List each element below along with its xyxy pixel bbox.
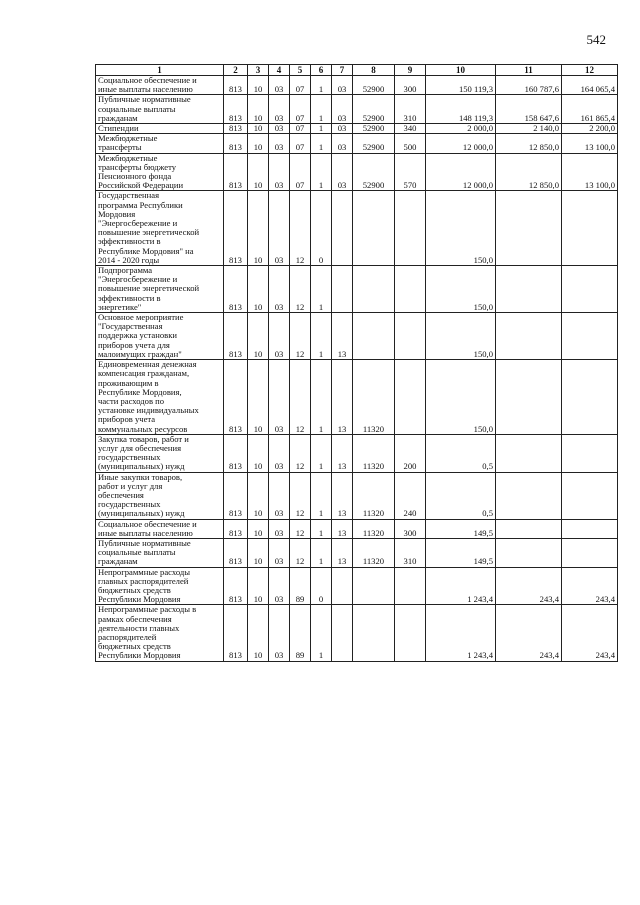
- code-cell: [353, 191, 395, 266]
- code-cell: 03: [269, 538, 290, 567]
- code-cell: 03: [332, 134, 353, 153]
- code-cell: 1: [311, 605, 332, 661]
- row-name-cell: Подпрограмма "Энергосбережение и повышение энергетической эффективности в энергетике": [96, 266, 224, 313]
- code-cell: 07: [290, 134, 311, 153]
- code-cell: [353, 313, 395, 360]
- amount-cell: 158 647,6: [496, 95, 562, 124]
- code-cell: 1: [311, 519, 332, 538]
- amount-cell: 243,4: [562, 567, 618, 605]
- row-name-cell: Социальное обеспечение и иные выплаты населению: [96, 519, 224, 538]
- amount-cell: 150,0: [426, 266, 496, 313]
- code-cell: 11320: [353, 472, 395, 519]
- code-cell: 07: [290, 95, 311, 124]
- code-cell: 1: [311, 434, 332, 472]
- code-cell: 11320: [353, 538, 395, 567]
- amount-cell: 1 243,4: [426, 567, 496, 605]
- code-cell: 10: [248, 191, 269, 266]
- page-number: 542: [586, 32, 606, 47]
- code-cell: 1: [311, 95, 332, 124]
- amount-cell: 243,4: [496, 567, 562, 605]
- amount-cell: 0,5: [426, 472, 496, 519]
- code-cell: 1: [311, 134, 332, 153]
- code-cell: 52900: [353, 124, 395, 134]
- code-cell: 813: [224, 134, 248, 153]
- amount-cell: [496, 191, 562, 266]
- amount-cell: 149,5: [426, 519, 496, 538]
- row-name-cell: Иные закупки товаров, работ и услуг для обеспечения государственных (муниципальных) нужд: [96, 472, 224, 519]
- row-name-cell: Непрограммные расходы главных распорядителей бюджетных средств Республики Мордовия: [96, 567, 224, 605]
- code-cell: 300: [395, 76, 426, 95]
- column-number-row: [96, 65, 618, 76]
- code-cell: 10: [248, 360, 269, 435]
- code-cell: 10: [248, 313, 269, 360]
- code-cell: 12: [290, 519, 311, 538]
- code-cell: 03: [269, 124, 290, 134]
- amount-cell: [496, 313, 562, 360]
- code-cell: 03: [269, 313, 290, 360]
- code-cell: 310: [395, 95, 426, 124]
- amount-cell: [496, 434, 562, 472]
- amount-cell: 0,5: [426, 434, 496, 472]
- code-cell: 813: [224, 153, 248, 191]
- code-cell: 240: [395, 472, 426, 519]
- code-cell: 813: [224, 538, 248, 567]
- amount-cell: [496, 472, 562, 519]
- amount-cell: 2 200,0: [562, 124, 618, 134]
- code-cell: [395, 313, 426, 360]
- amount-cell: 160 787,6: [496, 76, 562, 95]
- code-cell: 813: [224, 313, 248, 360]
- code-cell: [395, 567, 426, 605]
- code-cell: 310: [395, 538, 426, 567]
- code-cell: 13: [332, 538, 353, 567]
- column-header: 3: [248, 65, 269, 76]
- amount-cell: [496, 519, 562, 538]
- row-name-cell: Закупка товаров, работ и услуг для обеспечения государственных (муниципальных) нужд: [96, 434, 224, 472]
- code-cell: 813: [224, 519, 248, 538]
- code-cell: 813: [224, 567, 248, 605]
- code-cell: 12: [290, 313, 311, 360]
- code-cell: 03: [269, 191, 290, 266]
- amount-cell: 148 119,3: [426, 95, 496, 124]
- code-cell: [332, 605, 353, 661]
- code-cell: 1: [311, 153, 332, 191]
- row-name-cell: Межбюджетные трансферты бюджету Пенсионного фонда Российской Федерации: [96, 153, 224, 191]
- table-row: [96, 266, 618, 313]
- amount-cell: [496, 266, 562, 313]
- code-cell: 340: [395, 124, 426, 134]
- code-cell: [332, 567, 353, 605]
- code-cell: 03: [269, 95, 290, 124]
- code-cell: 10: [248, 76, 269, 95]
- amount-cell: 150,0: [426, 313, 496, 360]
- amount-cell: 1 243,4: [426, 605, 496, 661]
- code-cell: 10: [248, 124, 269, 134]
- amount-cell: 2 000,0: [426, 124, 496, 134]
- code-cell: 10: [248, 519, 269, 538]
- code-cell: 52900: [353, 134, 395, 153]
- code-cell: [353, 567, 395, 605]
- code-cell: 0: [311, 191, 332, 266]
- code-cell: 813: [224, 360, 248, 435]
- amount-cell: 12 000,0: [426, 134, 496, 153]
- table-row: [96, 360, 618, 435]
- table-body: [96, 76, 618, 662]
- amount-cell: 161 865,4: [562, 95, 618, 124]
- code-cell: 12: [290, 538, 311, 567]
- code-cell: 03: [269, 567, 290, 605]
- code-cell: 52900: [353, 95, 395, 124]
- code-cell: 570: [395, 153, 426, 191]
- column-header: 8: [353, 65, 395, 76]
- code-cell: 813: [224, 605, 248, 661]
- code-cell: 13: [332, 360, 353, 435]
- code-cell: 03: [269, 153, 290, 191]
- code-cell: 12: [290, 266, 311, 313]
- amount-cell: 150 119,3: [426, 76, 496, 95]
- code-cell: 10: [248, 95, 269, 124]
- code-cell: 0: [311, 567, 332, 605]
- table-row: [96, 538, 618, 567]
- amount-cell: [562, 191, 618, 266]
- amount-cell: [562, 313, 618, 360]
- row-name-cell: Межбюджетные трансферты: [96, 134, 224, 153]
- code-cell: 1: [311, 124, 332, 134]
- code-cell: 1: [311, 313, 332, 360]
- code-cell: 13: [332, 472, 353, 519]
- table-row: [96, 95, 618, 124]
- code-cell: 03: [269, 76, 290, 95]
- code-cell: 10: [248, 472, 269, 519]
- column-header: 10: [426, 65, 496, 76]
- code-cell: 12: [290, 191, 311, 266]
- row-name-cell: Публичные нормативные социальные выплаты гражданам: [96, 538, 224, 567]
- amount-cell: [496, 360, 562, 435]
- code-cell: 12: [290, 434, 311, 472]
- code-cell: 500: [395, 134, 426, 153]
- code-cell: 1: [311, 472, 332, 519]
- code-cell: 11320: [353, 519, 395, 538]
- code-cell: 03: [269, 605, 290, 661]
- table-row: [96, 191, 618, 266]
- amount-cell: 243,4: [496, 605, 562, 661]
- code-cell: 52900: [353, 153, 395, 191]
- code-cell: 89: [290, 567, 311, 605]
- code-cell: 89: [290, 605, 311, 661]
- column-header: 9: [395, 65, 426, 76]
- code-cell: 03: [332, 153, 353, 191]
- row-name-cell: Единовременная денежная компенсация гражданам, проживающим в Республике Мордовия, части расходов по установке индивидуальных приборов учета коммунальных ресурсов: [96, 360, 224, 435]
- column-header: 11: [496, 65, 562, 76]
- code-cell: 52900: [353, 76, 395, 95]
- amount-cell: [562, 538, 618, 567]
- code-cell: 10: [248, 538, 269, 567]
- code-cell: 10: [248, 153, 269, 191]
- code-cell: 12: [290, 360, 311, 435]
- code-cell: 03: [332, 76, 353, 95]
- column-header: 5: [290, 65, 311, 76]
- amount-cell: 150,0: [426, 360, 496, 435]
- code-cell: 1: [311, 538, 332, 567]
- amount-cell: 164 065,4: [562, 76, 618, 95]
- table-row: [96, 434, 618, 472]
- column-header: 12: [562, 65, 618, 76]
- row-name-cell: Публичные нормативные социальные выплаты гражданам: [96, 95, 224, 124]
- code-cell: 10: [248, 266, 269, 313]
- budget-table: [95, 64, 618, 662]
- code-cell: 12: [290, 472, 311, 519]
- amount-cell: [562, 472, 618, 519]
- code-cell: 03: [332, 124, 353, 134]
- code-cell: [332, 266, 353, 313]
- amount-cell: 150,0: [426, 191, 496, 266]
- table-row: [96, 134, 618, 153]
- table-row: [96, 519, 618, 538]
- code-cell: [353, 605, 395, 661]
- code-cell: 813: [224, 266, 248, 313]
- code-cell: 813: [224, 472, 248, 519]
- code-cell: 813: [224, 76, 248, 95]
- code-cell: 10: [248, 567, 269, 605]
- code-cell: 07: [290, 76, 311, 95]
- row-name-cell: Основное мероприятие "Государственная поддержка установки приборов учета для малоимущих граждан": [96, 313, 224, 360]
- amount-cell: 12 850,0: [496, 134, 562, 153]
- code-cell: 13: [332, 434, 353, 472]
- code-cell: 813: [224, 124, 248, 134]
- amount-cell: 149,5: [426, 538, 496, 567]
- code-cell: 813: [224, 434, 248, 472]
- code-cell: 10: [248, 605, 269, 661]
- code-cell: 03: [269, 472, 290, 519]
- code-cell: 13: [332, 313, 353, 360]
- code-cell: 03: [332, 95, 353, 124]
- amount-cell: 243,4: [562, 605, 618, 661]
- code-cell: 11320: [353, 360, 395, 435]
- column-header: 6: [311, 65, 332, 76]
- amount-cell: [562, 434, 618, 472]
- code-cell: 10: [248, 134, 269, 153]
- amount-cell: [562, 360, 618, 435]
- row-name-cell: Государственная программа Республики Мордовия "Энергосбережение и повышение энергетической эффективности в Республике Мордовия" на 2014 - 2020 годы: [96, 191, 224, 266]
- column-header: 7: [332, 65, 353, 76]
- amount-cell: [496, 538, 562, 567]
- row-name-cell: Социальное обеспечение и иные выплаты населению: [96, 76, 224, 95]
- code-cell: 1: [311, 266, 332, 313]
- amount-cell: 13 100,0: [562, 134, 618, 153]
- code-cell: 813: [224, 191, 248, 266]
- code-cell: 13: [332, 519, 353, 538]
- code-cell: 813: [224, 95, 248, 124]
- table-row: [96, 567, 618, 605]
- table-row: [96, 153, 618, 191]
- amount-cell: 12 850,0: [496, 153, 562, 191]
- code-cell: [395, 266, 426, 313]
- amount-cell: 13 100,0: [562, 153, 618, 191]
- amount-cell: 12 000,0: [426, 153, 496, 191]
- column-header: 1: [96, 65, 224, 76]
- code-cell: 03: [269, 434, 290, 472]
- code-cell: 1: [311, 360, 332, 435]
- code-cell: 1: [311, 76, 332, 95]
- code-cell: 10: [248, 434, 269, 472]
- code-cell: [395, 360, 426, 435]
- table-row: [96, 76, 618, 95]
- amount-cell: 2 140,0: [496, 124, 562, 134]
- column-header: 2: [224, 65, 248, 76]
- column-header: 4: [269, 65, 290, 76]
- code-cell: 200: [395, 434, 426, 472]
- amount-cell: [562, 266, 618, 313]
- code-cell: [395, 191, 426, 266]
- code-cell: [353, 266, 395, 313]
- row-name-cell: Непрограммные расходы в рамках обеспечения деятельности главных распорядителей бюджетных средств Республики Мордовия: [96, 605, 224, 661]
- code-cell: 03: [269, 519, 290, 538]
- code-cell: [395, 605, 426, 661]
- code-cell: 03: [269, 134, 290, 153]
- table-row: [96, 124, 618, 134]
- code-cell: 300: [395, 519, 426, 538]
- code-cell: 11320: [353, 434, 395, 472]
- table-row: [96, 472, 618, 519]
- amount-cell: [562, 519, 618, 538]
- code-cell: [332, 191, 353, 266]
- code-cell: 07: [290, 153, 311, 191]
- table-row: [96, 313, 618, 360]
- table-row: [96, 605, 618, 661]
- code-cell: 03: [269, 266, 290, 313]
- row-name-cell: Стипендии: [96, 124, 224, 134]
- code-cell: 03: [269, 360, 290, 435]
- code-cell: 07: [290, 124, 311, 134]
